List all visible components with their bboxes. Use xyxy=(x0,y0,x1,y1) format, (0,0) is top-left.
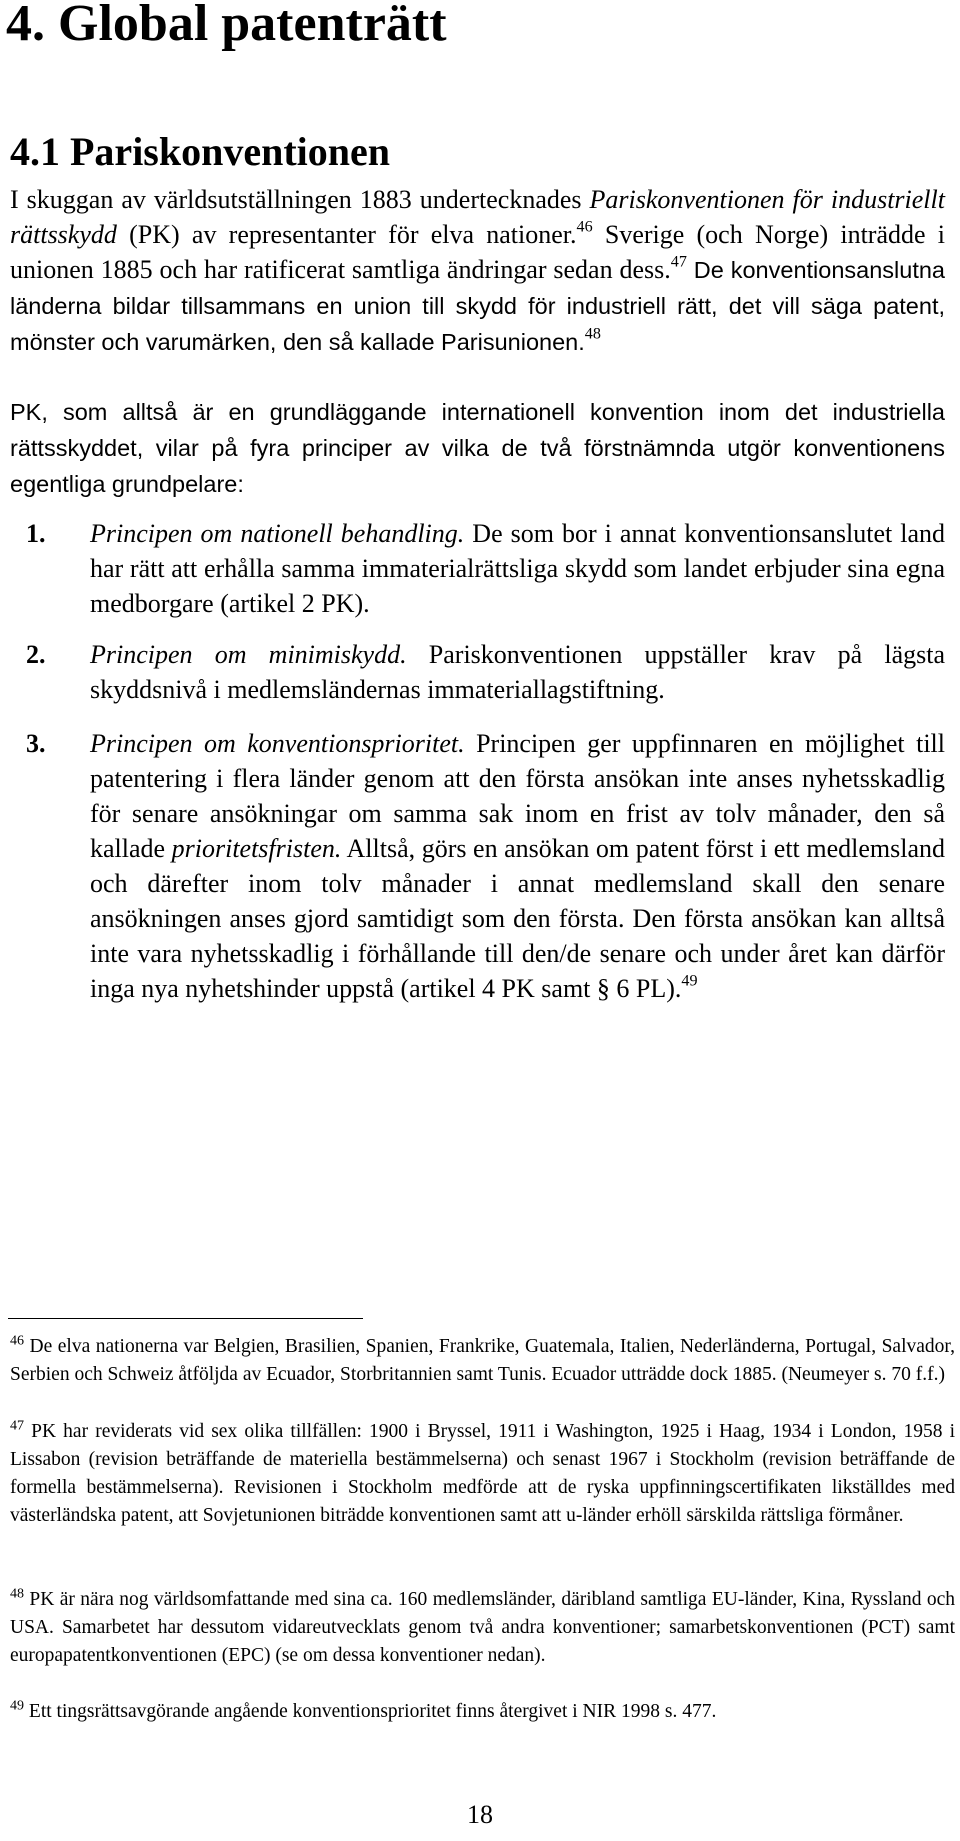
priority-term: prioritetsfristen. xyxy=(171,834,342,863)
paragraph-intro: I skuggan av världsutställningen 1883 undertecknades Pariskonventionen för industriellt rättsskydd (PK) av representanter för elva nationer.$^{46}$ Sverige (och Norge) inträdde i unionen 1885 och har ratificerat samtliga ändringar sedan dess.$^{47}$ De konventionsanslutna länderna bildar tillsammans en union till skydd för industriell rätt, det vill säga patent, mönster och varumärken, den så kallade Parisunionen.$^{48}$ xyxy=(10,185,945,355)
footnote-ref-46[interactable]: 46 xyxy=(576,218,593,236)
footnote-ref-48[interactable]: 48 xyxy=(584,325,601,343)
footnote-47: $^{47}$ PK har reviderats vid sex olika tillfällen: 1900 i Bryssel, 1911 i Washington, 1925 i Haag, 1934 i London, 1958 i Lissabon (revision beträffande de materiella bestämmelserna) och senast 1967 i Stockholm (revision beträffande de formella bestämmelserna). Revisionen i Stockholm medförde att de ryska uppfinningscertifikaten likställdes med västerländska patent, att Sovjetunionen biträdde konventionen samt att u-länder erhöll särskilda rättsliga förmåner. xyxy=(10,1417,955,1526)
principle-title: Principen om konventionsprioritet. xyxy=(90,729,465,758)
list-item-principle-1: 1. Principen om nationell behandling. De som bor i annat konventionsanslutet land har rätt att erhålla samma immaterialrättsliga skydd som landet erbjuder sina egna medborgare (artikel 2 PK). xyxy=(90,516,945,621)
footnote-48: $^{48}$ PK är nära nog världsomfattande med sina ca. 160 medlemsländer, däribland samtliga EU-länder, Kina, Ryssland och USA. Samarbetet har dessutom vidareutvecklats genom två andra konventioner; samarbetskonventionen (PCT) samt europapatentkonventionen (EPC) (se om dessa konventioner nedan). xyxy=(10,1585,955,1666)
paragraph-principles: PK, som alltså är en grundläggande internationell konvention inom det industriella rättsskyddet, vilar på fyra principer av vilka de två förstnämnda utgör konventionens egentliga grundpelare: xyxy=(10,399,945,497)
footnote-divider xyxy=(8,1318,363,1319)
footnote-ref-49[interactable]: 49 xyxy=(681,972,698,990)
footnote-46: $^{46}$ De elva nationerna var Belgien, Brasilien, Spanien, Frankrike, Guatemala, Italien, Nederländerna, Portugal, Salvador, Serbien och Schweiz åtföljda av Ecuador, Storbritannien samt Tunis. Ecuador utträdde dock 1885. (Neumeyer s. 70 f.f.) xyxy=(10,1332,955,1385)
footnote-ref-47[interactable]: 47 xyxy=(670,253,687,271)
list-number: 2. xyxy=(26,640,46,669)
list-item-principle-3: 3. Principen om konventionsprioritet. Principen ger uppfinnaren en möjlighet till patentering i flera länder genom att den första ansökan inte anses nyhetsskadlig för senare ansökningar om samma sak inom en frist av tolv månader, den så kallade prioritetsfristen. Alltså, görs en ansökan om patent först i ett medlemsland och därefter inom tolv månader i annat medlemsland skall den senare ansökningen anses gjord samtidigt som den första. Den första ansökan kan alltså inte vara nyhetsskadlig i förhållande till den/de senare och under året kan därför inga nya nyhetshinder uppstå (artikel 4 PK samt § 6 PL).$^{49}$ xyxy=(90,726,945,1006)
principle-title: Principen om minimiskydd. xyxy=(90,640,407,669)
list-item-principle-2: 2. Principen om minimiskydd. Pariskonventionen uppställer krav på lägsta skyddsnivå i medlemsländernas immateriallagstiftning. xyxy=(90,637,945,707)
footnote-49: $^{49}$ Ett tingsrättsavgörande angående konventionsprioritet finns återgivet i NIR 1998 s. 477. xyxy=(10,1697,717,1722)
page-number: 18 xyxy=(467,1800,493,1829)
chapter-heading: 4. Global patenträtt xyxy=(6,0,447,52)
list-number: 3. xyxy=(26,729,46,758)
section-heading: 4.1 Pariskonventionen xyxy=(10,129,391,174)
list-number: 1. xyxy=(26,519,46,548)
principle-title: Principen om nationell behandling. xyxy=(90,519,465,548)
